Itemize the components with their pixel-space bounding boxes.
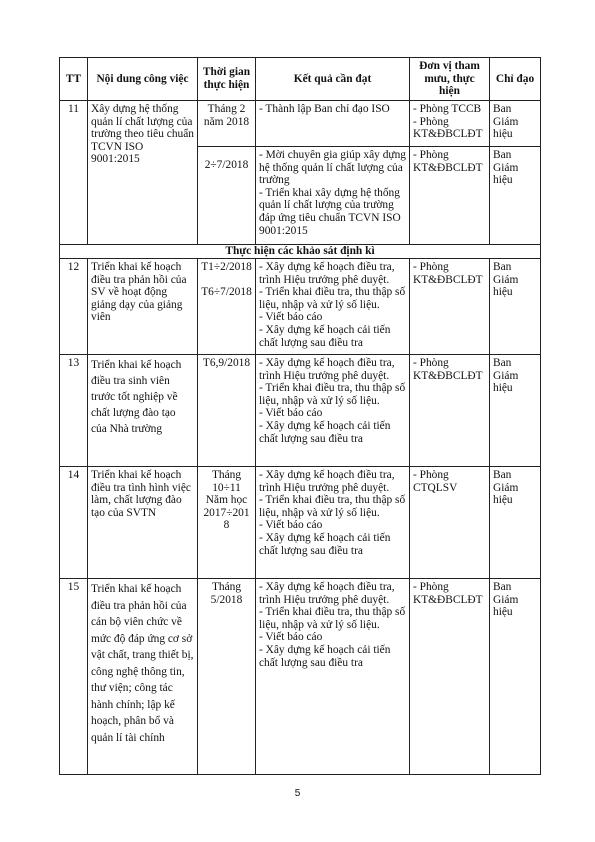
section-title: Thực hiện các khảo sát định kì xyxy=(60,245,541,259)
row14-time: Tháng 10÷11 Năm học 2017÷2018 xyxy=(198,467,256,579)
row13-content: Triển khai kế hoạch điều tra sinh viên trước tốt nghiệp về chất lượng đào tạo của Nhà trường xyxy=(88,355,198,467)
result-line: - Triển khai điều tra, thu thập số liệu, nhập và xử lý số liệu. xyxy=(259,382,406,407)
row13-result xyxy=(256,355,410,467)
row15-tt: 15 xyxy=(60,579,88,775)
row15-time: Tháng 5/2018 xyxy=(198,579,256,775)
section-row xyxy=(60,245,541,259)
header-content: Nội dung công việc xyxy=(88,58,198,101)
row13-direct: Ban Giám hiệu xyxy=(490,355,541,467)
row12-direct: Ban Giám hiệu xyxy=(490,259,541,355)
result-line: - Xây dựng kế hoạch cải tiến chất lượng sau điều tra xyxy=(259,419,391,445)
row12-result xyxy=(256,259,410,355)
row12-time-line: T6÷7/2018 xyxy=(201,285,252,298)
row11-content: Xây dựng hệ thống quản lí chất lượng của trường theo tiêu chuẩn TCVN ISO 9001:2015 xyxy=(88,101,198,245)
result-line: - Viết báo cáo xyxy=(259,311,323,324)
row11-result-b xyxy=(256,147,410,245)
result-line: - Viết báo cáo xyxy=(259,519,323,532)
result-line: - Viết báo cáo xyxy=(259,631,323,644)
row11-tt: 11 xyxy=(60,101,88,245)
page-number: 5 xyxy=(294,788,301,799)
result-line: - Xây dựng kế hoạch điều tra, trình Hiệu trưởng phê duyệt. xyxy=(259,261,395,286)
header-result: Kết quả cần đạt xyxy=(256,58,410,101)
row15-direct: Ban Giám hiệu xyxy=(490,579,541,775)
table-row xyxy=(60,467,541,579)
row15-content: Triển khai kế hoạch điều tra phản hồi của cán bộ viên chức về mức độ đáp ứng cơ sở vật chất, trang thiết bị, công nghệ thông tin, thư viện; công tác hành chính; lập kế hoạch, phân bổ và quản lí tài chính xyxy=(88,579,198,775)
result-line: - Viết báo cáo xyxy=(259,407,323,420)
row14-tt: 14 xyxy=(60,467,88,579)
row14-unit: - Phòng CTQLSV xyxy=(410,467,490,579)
row11-unit-b: - Phòng KT&ĐBCLĐT xyxy=(410,147,490,245)
result-line: - Xây dựng kế hoạch cải tiến chất lượng sau điều tra xyxy=(259,531,391,557)
header-direct: Chỉ đạo xyxy=(490,58,541,101)
row14-direct: Ban Giám hiệu xyxy=(490,467,541,579)
row13-time: T6,9/2018 xyxy=(198,355,256,467)
row12-tt: 12 xyxy=(60,259,88,355)
result-line: - Xây dựng kế hoạch điều tra, trình Hiệu trưởng phê duyệt. xyxy=(259,581,395,606)
result-line: - Triển khai điều tra, thu thập số liệu, nhập và xử lý số liệu. xyxy=(259,286,406,311)
row15-result xyxy=(256,579,410,775)
result-line: - Mời chuyên gia giúp xây dựng hệ thống quản lí chất lượng của trường xyxy=(259,149,406,187)
row14-content: Triển khai kế hoạch điều tra tình hình việc làm, chất lượng đào tạo của SVTN xyxy=(88,467,198,579)
result-line: - Xây dựng kế hoạch cải tiến chất lượng sau điều tra xyxy=(259,323,391,349)
row12-time-line: T1÷2/2018 xyxy=(201,261,252,273)
header-unit: Đơn vị tham mưu, thực hiện xyxy=(410,58,490,101)
result-line: - Triển khai điều tra, thu thập số liệu, nhập và xử lý số liệu. xyxy=(259,606,406,631)
row15-unit: - Phòng KT&ĐBCLĐT xyxy=(410,579,490,775)
work-plan-table xyxy=(59,57,541,775)
table-row xyxy=(60,101,541,147)
result-line: - Xây dựng kế hoạch cải tiến chất lượng sau điều tra xyxy=(259,643,391,669)
row11-unit-a-line: - Phòng KT&ĐBCLĐT xyxy=(413,115,483,141)
row11-result-a: - Thành lập Ban chỉ đạo ISO xyxy=(256,101,410,147)
table-header-row xyxy=(60,58,541,101)
row11-unit-a xyxy=(410,101,490,147)
row12-unit: - Phòng KT&ĐBCLĐT xyxy=(410,259,490,355)
row13-unit: - Phòng KT&ĐBCLĐT xyxy=(410,355,490,467)
row11-time-b: 2÷7/2018 xyxy=(198,147,256,245)
header-tt: TT xyxy=(60,58,88,101)
result-line: - Triển khai điều tra, thu thập số liệu, nhập và xử lý số liệu. xyxy=(259,494,406,519)
result-line: - Xây dựng kế hoạch điều tra, trình Hiệu trưởng phê duyệt. xyxy=(259,469,395,494)
result-line: - Xây dựng kế hoạch điều tra, trình Hiệu trưởng phê duyệt. xyxy=(259,357,395,382)
table-row xyxy=(60,259,541,355)
row11-time-a: Tháng 2 năm 2018 xyxy=(198,101,256,147)
row14-result xyxy=(256,467,410,579)
table-row xyxy=(60,355,541,467)
row12-time xyxy=(198,259,256,355)
row11-direct-b: Ban Giám hiệu xyxy=(490,147,541,245)
table-row xyxy=(60,579,541,775)
row11-direct-a: Ban Giám hiệu xyxy=(490,101,541,147)
row11-unit-a-line: - Phòng TCCB xyxy=(413,103,482,115)
header-time: Thời gian thực hiện xyxy=(198,58,256,101)
row12-content: Triển khai kế hoạch điều tra phản hồi của SV về hoạt động giảng dạy của giảng viên xyxy=(88,259,198,355)
row13-tt: 13 xyxy=(60,355,88,467)
result-line: - Triển khai xây dựng hệ thống quản lí chất lượng của trường đáp ứng tiêu chuẩn TCVN ISO 9001:2015 xyxy=(259,186,401,237)
